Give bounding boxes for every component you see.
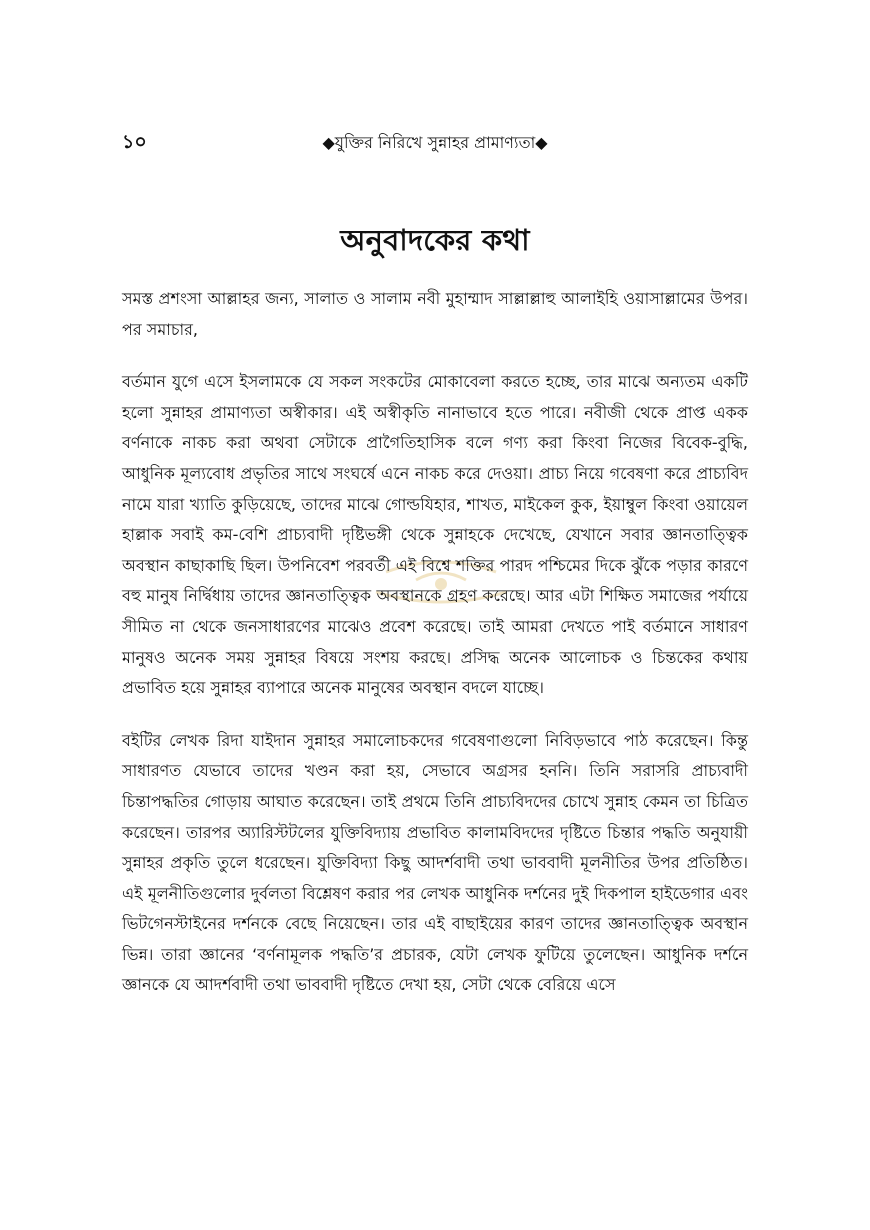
paragraph-book-overview: বইটির লেখক রিদা যাইদান সুন্নাহর সমালোচকদের গবেষণাগুলো নিবিড়ভাবে পাঠ করেছেন। কিন্তু সাধারণত যেভাবে তাদের খণ্ডন করা হয়, সেভাবে অগ্রসর হননি। তিনি সরাসরি প্রাচ্যবাদী চিন্তাপদ্ধতির গোড়ায় আঘাত করেছেন। তাই প্রথমে তিনি প্রাচ্যবিদদের চোখে সুন্নাহ কেমন তা চিত্রিত করেছেন। তারপর অ্যারিস্টটলের যুক্তিবিদ্যায় প্রভাবিত কালামবিদদের দৃষ্টিতে চিন্তার পদ্ধতি অনুযায়ী সুন্নাহর প্রকৃতি তুলে ধরেছেন। যুক্তিবিদ্যা কিছু আদর্শবাদী তথা ভাববাদী মূলনীতির উপর প্রতিষ্ঠিত। এই মূলনীতিগুলোর দুর্বলতা বিশ্লেষণ করার পর লেখক আধুনিক দর্শনের দুই দিকপাল হাইডেগার এবং ভিটগেনস্টাইনের দর্শনকে বেছে নিয়েছেন। তার এই বাছাইয়ের কারণ তাদের জ্ঞানতাত্ত্বিক অবস্থান ভিন্ন। তারা জ্ঞানের ‘বর্ণনামূলক পদ্ধতি’র প্রচারক, যেটা লেখক ফুটিয়ে তুলেছেন। আধুনিক দর্শনে জ্ঞানকে যে আদর্শবাদী তথা ভাববাদী দৃষ্টিতে দেখা হয়, সেটা থেকে বেরিয়ে এসে xyxy=(122,730,748,995)
body-text xyxy=(122,284,748,1023)
running-header xyxy=(122,128,748,158)
page-number: ১০ xyxy=(122,131,147,153)
paragraph-context: বর্তমান যুগে এসে ইসলামকে যে সকল সংকটের মোকাবেলা করতে হচ্ছে, তার মাঝে অন্যতম একটি হলো সুন্নাহর প্রামাণ্যতা অস্বীকার। এই অস্বীকৃতি নানাভাবে হতে পারে। নবীজী থেকে প্রাপ্ত একক বর্ণনাকে নাকচ করা অথবা সেটাকে প্রাগৈতিহাসিক বলে গণ্য করা কিংবা নিজের বিবেক-বুদ্ধি, আধুনিক মূল্যবোধ প্রভৃতির সাথে সংঘর্ষে এনে নাকচ করে দেওয়া। প্রাচ্য নিয়ে গবেষণা করে প্রাচ্যবিদ নামে যারা খ্যাতি কুড়িয়েছে, তাদের মাঝে গোল্ডযিহার, শাখত, মাইকেল কুক, ইয়াম্বুল কিংবা ওয়ায়েল হাল্লাক সবাই কম-বেশি প্রাচ্যবাদী দৃষ্টিভঙ্গী থেকে সুন্নাহকে দেখেছে, যেখানে সবার জ্ঞানতাত্ত্বিক অবস্থান কাছাকাছি ছিল। উপনিবেশ পরবর্তী এই বিশ্বে শক্তির পারদ পশ্চিমের দিকে ঝুঁকে পড়ার কারণে বহু মানুষ নির্দ্বিধায় তাদের জ্ঞানতাত্ত্বিক অবস্থানকে গ্রহণ করেছে। আর এটা শিক্ষিত সমাজের পর্যায়ে সীমিত না থেকে জনসাধারণের মাঝেও প্রবেশ করেছে। তাই আমরা দেখতে পাই বর্তমানে সাধারণ মানুষও অনেক সময় সুন্নাহর বিষয়ে সংশয় করছে। প্রসিদ্ধ অনেক আলোচক ও চিন্তকের কথায় প্রভাবিত হয়ে সুন্নাহর ব্যাপারে অনেক মানুষের অবস্থান বদলে যাচ্ছে। xyxy=(122,372,748,698)
paragraph-opening: সমস্ত প্রশংসা আল্লাহর জন্য, সালাত ও সালাম নবী মুহাম্মাদ সাল্লাল্লাহু আলাইহি ওয়াসাল্লামের উপর। পর সমাচার, xyxy=(122,289,748,339)
chapter-title: অনুবাদকের কথা xyxy=(340,223,530,257)
running-title: ◆যুক্তির নিরিখে সুন্নাহর প্রামাণ্যতা◆ xyxy=(322,133,548,152)
